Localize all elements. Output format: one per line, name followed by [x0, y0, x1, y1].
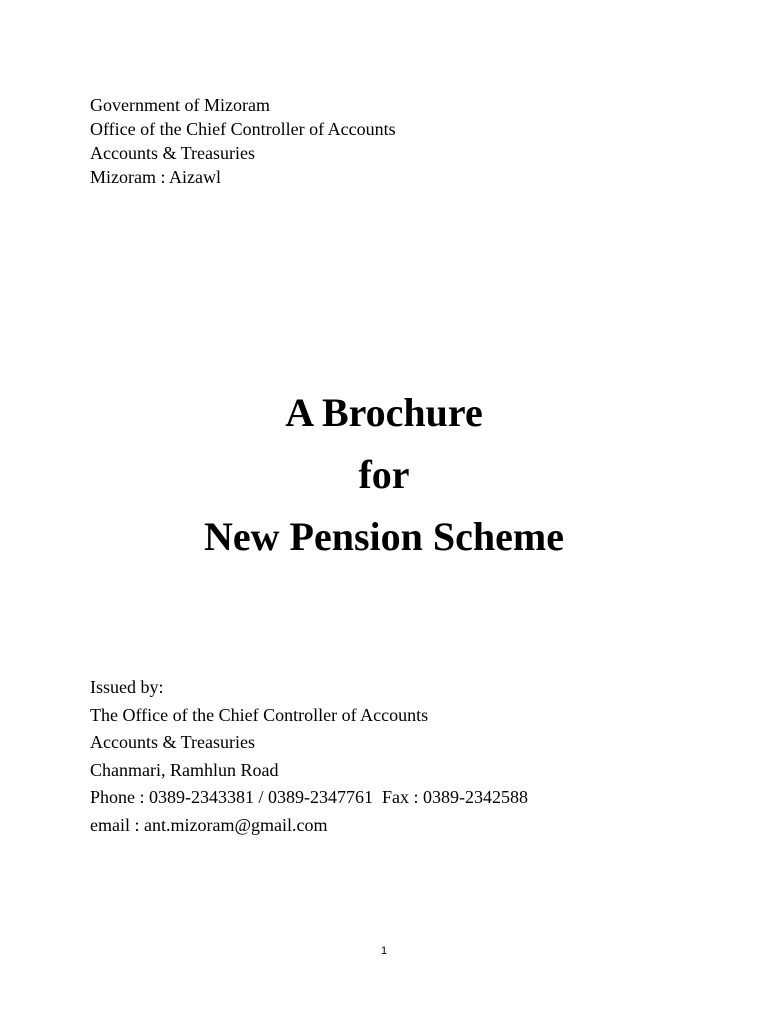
header-department: Accounts & Treasuries: [90, 143, 255, 163]
issued-by-label: Issued by:: [90, 677, 164, 697]
header-office: Office of the Chief Controller of Accounts: [90, 119, 396, 139]
issued-by-section: [90, 674, 528, 839]
issued-by-contact: Phone : 0389-2343381 / 0389-2347761 Fax : 0389-2342588: [90, 787, 528, 807]
header-government: Government of Mizoram: [90, 95, 270, 115]
page-number: 1: [380, 945, 388, 957]
title-line-2: for: [358, 452, 410, 497]
header-location: Mizoram : Aizawl: [90, 167, 221, 187]
issued-by-department: Accounts & Treasuries: [90, 732, 255, 752]
issued-by-address: Chanmari, Ramhlun Road: [90, 759, 279, 780]
title-line-1: A Brochure: [285, 390, 483, 435]
issuing-authority-header: [90, 93, 396, 189]
title-line-3: New Pension Scheme: [204, 514, 564, 559]
document-title: [0, 382, 768, 568]
issued-by-email: email : ant.mizoram@gmail.com: [90, 814, 328, 835]
issued-by-office: The Office of the Chief Controller of Accounts: [90, 704, 429, 725]
